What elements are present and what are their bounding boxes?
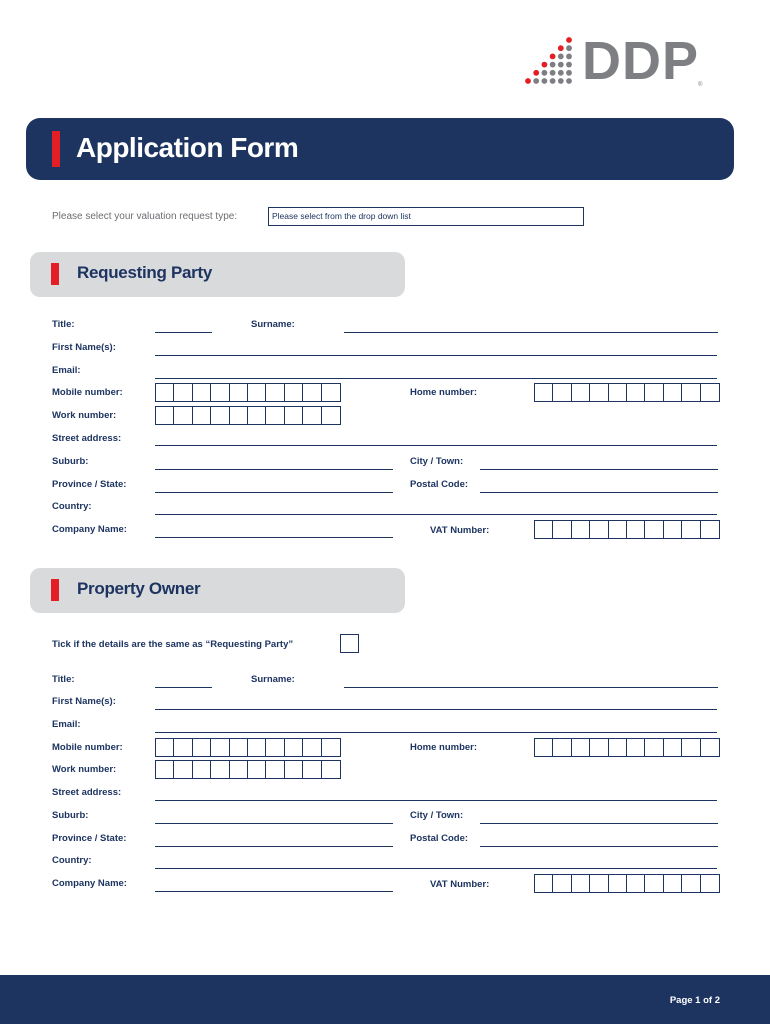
logo-dot <box>566 45 572 51</box>
logo-dot <box>550 62 556 68</box>
rp-home-field[interactable] <box>534 383 720 402</box>
logo-dot <box>566 54 572 60</box>
po-company-field[interactable] <box>155 891 393 892</box>
logo-dots-icon <box>522 36 582 86</box>
po-country-label: Country: <box>52 855 92 866</box>
rp-work-label: Work number: <box>52 410 117 421</box>
logo-dot <box>533 78 539 84</box>
rp-first-names-field[interactable] <box>155 355 717 356</box>
rp-suburb-field[interactable] <box>155 469 393 470</box>
po-title-field[interactable] <box>155 687 212 688</box>
po-first-names-field[interactable] <box>155 709 717 710</box>
logo-dot <box>558 70 564 76</box>
header-accent-bar <box>52 131 60 167</box>
logo-dot <box>558 78 564 84</box>
po-city-label: City / Town: <box>410 810 464 821</box>
section-property-owner <box>30 568 405 613</box>
rp-work-field[interactable] <box>155 406 341 425</box>
rp-province-label: Province / State: <box>52 479 127 490</box>
rp-suburb-label: Suburb: <box>52 456 89 467</box>
rp-mobile-field[interactable] <box>155 383 341 402</box>
po-home-label: Home number: <box>410 742 478 753</box>
logo-dot <box>566 70 572 76</box>
page-number: Page 1 of 2 <box>669 995 720 1006</box>
rp-city-label: City / Town: <box>410 456 464 467</box>
rp-company-label: Company Name: <box>52 524 127 535</box>
rp-home-label: Home number: <box>410 387 478 398</box>
valuation-type-label: Please select your valuation request type: <box>52 211 238 222</box>
po-same-as-label: Tick if the details are the same as “Requesting Party” <box>52 639 294 650</box>
po-work-field[interactable] <box>155 760 341 779</box>
rp-street-label: Street address: <box>52 433 122 444</box>
rp-vat-label: VAT Number: <box>430 525 490 536</box>
rp-email-field[interactable] <box>155 378 717 379</box>
rp-first-names-label: First Name(s): <box>52 342 116 353</box>
rp-city-field[interactable] <box>480 469 718 470</box>
logo-dot <box>558 54 564 60</box>
po-street-field[interactable] <box>155 800 717 801</box>
rp-street-field[interactable] <box>155 445 717 446</box>
po-title-label: Title: <box>52 674 75 685</box>
rp-company-field[interactable] <box>155 537 393 538</box>
logo-dot <box>566 62 572 68</box>
po-province-label: Province / State: <box>52 833 127 844</box>
po-email-label: Email: <box>52 719 81 730</box>
po-company-label: Company Name: <box>52 878 127 889</box>
logo-dot <box>566 78 572 84</box>
logo-dot <box>550 70 556 76</box>
section-title: Property Owner <box>77 579 201 598</box>
rp-email-label: Email: <box>52 365 81 376</box>
logo-text: DDP <box>582 31 700 91</box>
po-mobile-field[interactable] <box>155 738 341 757</box>
po-email-field[interactable] <box>155 732 717 733</box>
logo-dot <box>533 70 539 76</box>
logo-dot <box>558 62 564 68</box>
po-first-names-label: First Name(s): <box>52 696 116 707</box>
form-header-banner <box>26 118 734 180</box>
rp-mobile-label: Mobile number: <box>52 387 123 398</box>
logo-dot <box>542 70 548 76</box>
rp-postal-label: Postal Code: <box>410 479 469 490</box>
logo-dot <box>542 78 548 84</box>
section-accent-bar <box>51 579 59 601</box>
rp-title-label: Title: <box>52 319 75 330</box>
rp-surname-label: Surname: <box>251 319 295 330</box>
po-street-label: Street address: <box>52 787 122 798</box>
page-title: Application Form <box>76 132 299 163</box>
po-postal-label: Postal Code: <box>410 833 469 844</box>
po-province-field[interactable] <box>155 846 393 847</box>
logo-dot <box>525 78 531 84</box>
logo-dot <box>558 45 564 51</box>
page-footer <box>0 975 770 1024</box>
po-vat-field[interactable] <box>534 874 720 893</box>
po-work-label: Work number: <box>52 764 117 775</box>
logo-registered-mark: ® <box>698 82 703 88</box>
po-country-field[interactable] <box>155 868 717 869</box>
po-surname-field[interactable] <box>344 687 718 688</box>
logo-dot <box>550 54 556 60</box>
rp-country-field[interactable] <box>155 514 717 515</box>
ddp-logo <box>522 31 722 92</box>
section-title: Requesting Party <box>77 263 213 282</box>
section-requesting-party <box>30 252 405 297</box>
rp-province-field[interactable] <box>155 492 393 493</box>
po-suburb-field[interactable] <box>155 823 393 824</box>
po-same-as-checkbox[interactable] <box>340 634 359 653</box>
rp-surname-field[interactable] <box>344 332 718 333</box>
po-city-field[interactable] <box>480 823 718 824</box>
valuation-type-select[interactable]: Please select from the drop down list <box>268 207 584 226</box>
po-postal-field[interactable] <box>480 846 718 847</box>
rp-vat-field[interactable] <box>534 520 720 539</box>
rp-country-label: Country: <box>52 501 92 512</box>
po-vat-label: VAT Number: <box>430 879 490 890</box>
po-surname-label: Surname: <box>251 674 295 685</box>
logo-dot <box>550 78 556 84</box>
logo-dot <box>566 37 572 43</box>
po-mobile-label: Mobile number: <box>52 742 123 753</box>
po-home-field[interactable] <box>534 738 720 757</box>
rp-title-field[interactable] <box>155 332 212 333</box>
section-accent-bar <box>51 263 59 285</box>
valuation-type-row <box>52 207 592 227</box>
po-suburb-label: Suburb: <box>52 810 89 821</box>
rp-postal-field[interactable] <box>480 492 718 493</box>
logo-dot <box>542 62 548 68</box>
